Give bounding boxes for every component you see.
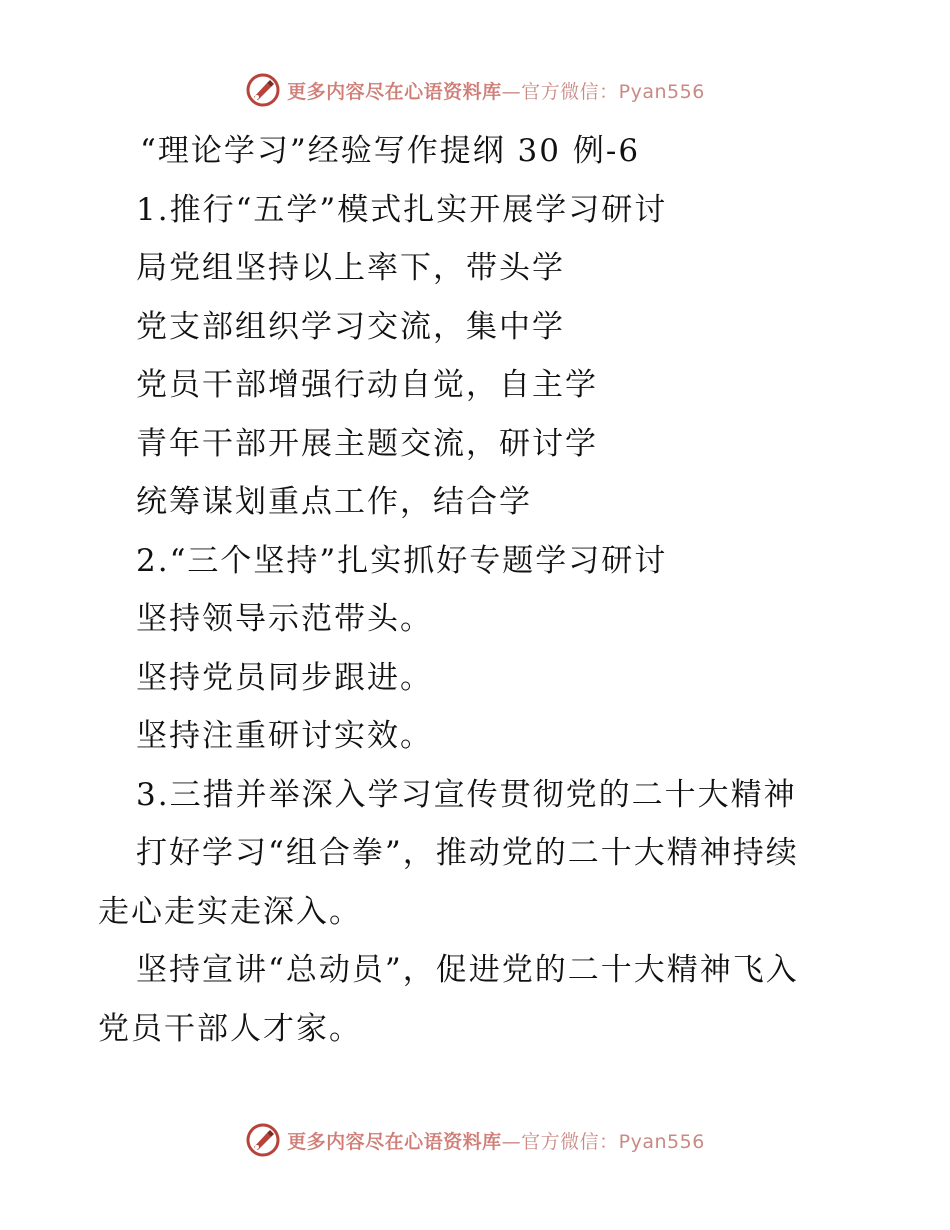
- document-line: 坚持党员同步跟进。: [136, 659, 433, 696]
- watermark-contact: 官方微信：Pyan556: [521, 1130, 705, 1153]
- watermark-header: [0, 70, 950, 110]
- watermark-main-text: 更多内容尽在心语资料库: [287, 80, 502, 103]
- document-line: 3.三措并举深入学习宣传贯彻党的二十大精神: [136, 776, 797, 813]
- watermark-contact: 官方微信：Pyan556: [521, 80, 705, 103]
- pen-circle-logo-icon: [245, 1122, 281, 1158]
- document-line: 坚持领导示范带头。: [136, 601, 433, 637]
- document-line: 统筹谋划重点工作，结合学: [136, 484, 532, 520]
- watermark-main-text: 更多内容尽在心语资料库: [287, 1130, 502, 1153]
- document-line: 局党组坚持以上率下，带头学: [136, 250, 565, 286]
- document-body: [98, 122, 858, 1058]
- document-line: 打好学习“组合拳”，推动党的二十大精神持续: [136, 835, 799, 871]
- watermark-separator: —: [501, 80, 522, 103]
- document-line: 青年干部开展主题交流，研讨学: [136, 425, 598, 462]
- document-line: 坚持宣讲“总动员”，促进党的二十大精神飞入: [136, 952, 799, 988]
- document-line: 坚持注重研讨实效。: [136, 718, 433, 754]
- watermark-footer: [0, 1120, 950, 1160]
- document-line: 2.“三个坚持”扎实抓好专题学习研讨: [136, 542, 668, 579]
- document-line: 党员干部增强行动自觉，自主学: [136, 367, 598, 403]
- watermark-text: [287, 1127, 705, 1154]
- document-line: 走心走实走深入。: [98, 893, 362, 930]
- document-line: 党员干部人才家。: [98, 1010, 362, 1047]
- document-line: 党支部组织学习交流，集中学: [136, 308, 565, 345]
- document-lines: [98, 181, 858, 1059]
- document-title: “理论学习”经验写作提纲 30 例-6: [140, 133, 641, 169]
- watermark-separator: —: [501, 1130, 522, 1153]
- pen-circle-logo-icon: [245, 72, 281, 108]
- document-line: 1.推行“五学”模式扎实开展学习研讨: [136, 191, 668, 228]
- watermark-text: [287, 77, 705, 104]
